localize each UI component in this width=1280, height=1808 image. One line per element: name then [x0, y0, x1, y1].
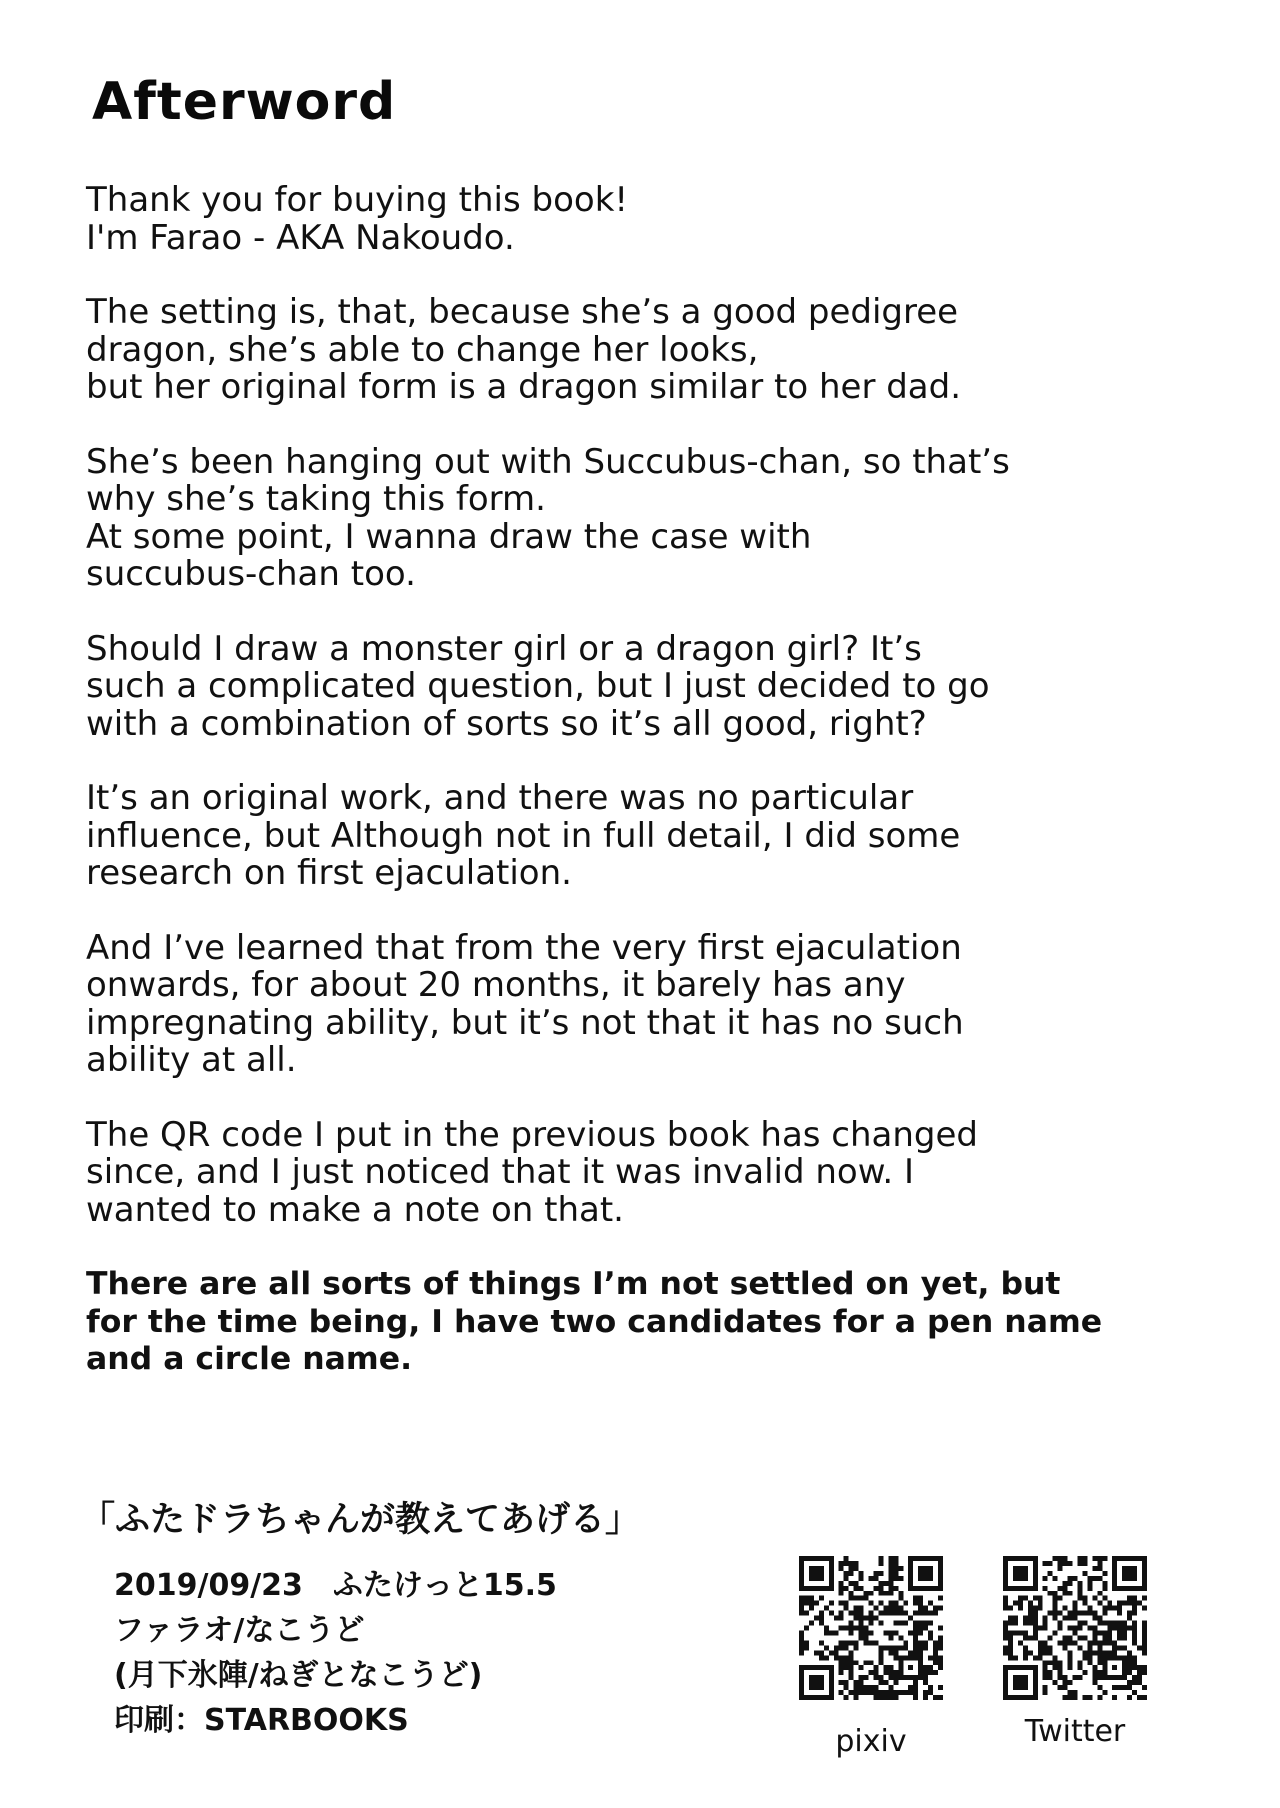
- text-line: since, and I just noticed that it was invalid now. I: [86, 1152, 915, 1192]
- text-line: impregnating ability, but it’s not that it has no such: [86, 1002, 964, 1043]
- text-line: Should I draw a monster girl or a dragon girl? It’s: [86, 628, 922, 669]
- qr-code-icon[interactable]: [799, 1556, 943, 1700]
- pixiv-qr-label: pixiv: [835, 1724, 907, 1759]
- paragraph: [86, 927, 1196, 1080]
- text-line: for the time being, I have two candidates for a pen name: [86, 1303, 1103, 1340]
- text-line: such a complicated question, but I just decided to go: [86, 666, 990, 706]
- text-line: The setting is, that, because she’s a good pedigree: [86, 292, 959, 332]
- text-line: onwards, for about 20 months, it barely has any: [86, 965, 906, 1005]
- text-line: ability at all.: [86, 1040, 297, 1080]
- text-line: with a combination of sorts so it’s all good, right?: [86, 703, 927, 744]
- colophon-author: ファラオ/なこうど: [114, 1613, 365, 1648]
- text-line: succubus-chan too.: [86, 554, 416, 594]
- colophon-printer: 印刷：STARBOOKS: [114, 1703, 409, 1738]
- text-line: The QR code I put in the previous book has changed: [86, 1114, 979, 1155]
- paragraph: [86, 1114, 1196, 1230]
- twitter-qr[interactable]: [1000, 1556, 1150, 1749]
- paragraph: [86, 441, 1196, 594]
- text-line: and a circle name.: [86, 1341, 413, 1377]
- text-line: why she’s taking this form.: [86, 479, 546, 519]
- book-title: 「ふたドラちゃんが教えてあげる」: [80, 1500, 641, 1540]
- colophon-date-event: 2019/09/23 ふたけっと15.5: [114, 1568, 557, 1603]
- closing-paragraph: [86, 1266, 1196, 1379]
- paragraph: [86, 780, 1196, 893]
- text-line: At some point, I wanna draw the case with: [86, 516, 812, 557]
- colophon-circle: (月下氷陣/ねぎとなこうど): [114, 1658, 483, 1693]
- pixiv-qr[interactable]: [796, 1556, 946, 1759]
- text-line: There are all sorts of things I’m not settled on yet, but: [86, 1266, 1061, 1302]
- page-title: Afterword: [92, 72, 397, 132]
- text-line: Thank you for buying this book!: [86, 180, 629, 220]
- qr-code-icon[interactable]: [1003, 1556, 1147, 1700]
- paragraph: [86, 182, 1196, 257]
- text-line: influence, but Although not in full detail, I did some: [86, 815, 961, 856]
- twitter-qr-label: Twitter: [1024, 1714, 1126, 1749]
- paragraph: [86, 628, 1196, 744]
- text-line: And I’ve learned that from the very first ejaculation: [86, 927, 962, 968]
- text-line: research on first ejaculation.: [86, 853, 572, 893]
- text-line: but her original form is a dragon similar to her dad.: [86, 367, 962, 407]
- text-line: dragon, she’s able to change her looks,: [86, 329, 759, 370]
- colophon: [114, 1563, 557, 1743]
- text-line: She’s been hanging out with Succubus-chan, so that’s: [86, 441, 1010, 482]
- paragraph: [86, 294, 1196, 407]
- afterword-body: [86, 182, 1196, 1416]
- text-line: wanted to make a note on that.: [86, 1189, 624, 1230]
- text-line: It’s an original work, and there was no particular: [86, 778, 914, 818]
- text-line: I'm Farao - AKA Nakoudo.: [86, 217, 515, 258]
